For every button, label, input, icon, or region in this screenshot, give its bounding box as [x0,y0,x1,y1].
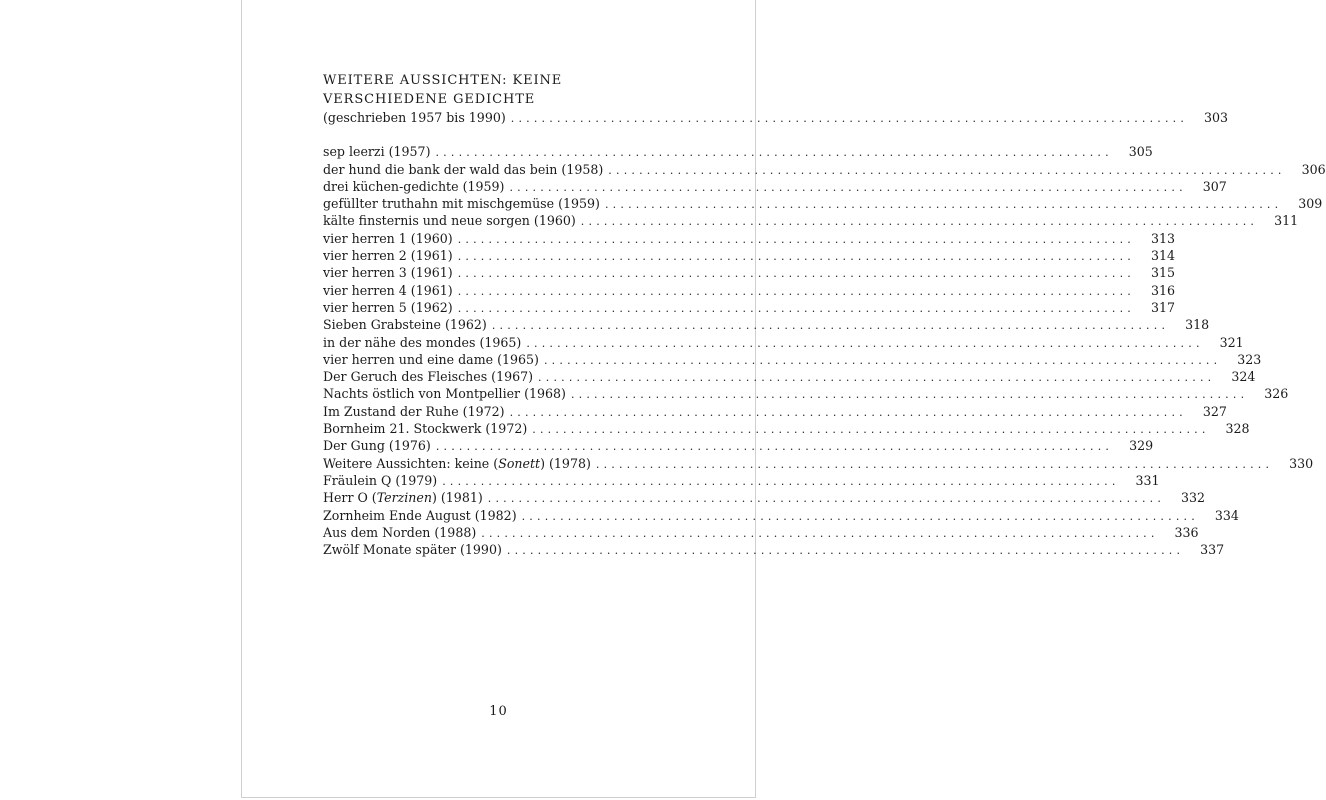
toc-entry-title-italic: Sonett [498,455,541,471]
dot-leader: ........................................................................................ [608,163,1286,177]
toc-entry-title-text: vier herren 4 (1961) [323,282,453,298]
toc-entry-page-number: 317 [1150,299,1175,315]
dot-leader: ........................................................................................ [580,215,1259,229]
toc-entry-page-number: 305 [1128,144,1153,160]
toc-entry [323,161,1326,178]
dot-leader: ........................................................................................ [435,146,1113,160]
toc-entry-title [323,489,488,506]
dot-leader: ........................................................................................ [442,474,1120,488]
toc-entry-title [323,385,571,402]
toc-entry-title-text: vier herren und eine dame (1965) [323,351,539,367]
toc-entry-title [323,143,435,160]
section-page-number: 303 [1204,110,1229,125]
toc-entry-title-text: vier herren 5 (1962) [323,299,453,315]
toc-entry [323,541,1225,558]
toc-entry-title-text: kälte finsternis und neue sorgen (1960) [323,213,576,229]
book-page [241,0,1326,798]
dot-leader: ........................................................................................ [487,492,1166,506]
toc-entry-page-number: 306 [1301,161,1326,177]
toc-entry-page-number: 315 [1150,265,1175,281]
toc-entry-page-number: 330 [1289,455,1314,471]
toc-entry [323,143,1153,160]
toc-entry-page-number: 307 [1202,178,1227,194]
toc-entry [323,178,1227,195]
toc-entry-title [323,437,436,454]
toc-entry [323,472,1160,489]
toc-entry-page-number: 334 [1214,507,1239,523]
toc-entry-page-number: 328 [1225,421,1250,437]
toc-entry-title-text: Der Geruch des Fleisches (1967) [323,369,534,385]
toc-entry-title [323,178,509,195]
toc-entry [323,264,1175,281]
dot-leader: ........................................................................................ [570,388,1249,402]
toc-entry-title-text: vier herren 2 (1961) [323,248,453,264]
dot-leader: ........................................................................................ [457,232,1135,246]
toc-entry [323,247,1175,264]
toc-entry-page-number: 316 [1150,282,1175,298]
dot-leader: ........................................................................................ [538,371,1216,385]
toc-entry-page-number: 318 [1185,317,1210,333]
toc-entry-title [323,455,596,472]
toc-entry-title [323,334,526,351]
toc-entry-title-text: Zwölf Monate später (1990) [323,542,502,558]
toc-entry-title-suffix: ) (1978) [540,455,591,471]
toc-entry-title-italic: Terzinen [376,490,432,506]
toc-entry-title-text: Weitere Aussichten: keine ( [323,455,499,471]
toc-entry [323,299,1175,316]
toc-entry [323,351,1262,368]
toc-entry-list [323,143,1326,558]
toc-entry [323,385,1289,402]
toc-entry-title-text: vier herren 3 (1961) [323,265,453,281]
toc-entry-title-text: in der nähe des mondes (1965) [323,334,522,350]
toc-entry-title [323,524,481,541]
toc-entry [323,455,1314,472]
dot-leader: ........................................................................................ [435,440,1114,454]
toc-entry-page-number: 336 [1174,524,1199,540]
toc-entry-title-text: vier herren 1 (1960) [323,230,453,246]
toc-entry-page-number: 313 [1150,230,1175,246]
dot-leader: ........................................................................................ [595,457,1274,471]
toc-entry-page-number: 337 [1200,542,1225,558]
toc-entry-title-text: Fräulein Q (1979) [323,472,438,488]
toc-entry-title-text: gefüllter truthahn mit mischgemüse (1959) [323,196,600,212]
toc-entry [323,489,1206,506]
dot-leader: ........................................................................................ [526,336,1204,350]
toc-entry-title-text: sep leerzi (1957) [323,144,431,160]
toc-entry-page-number: 321 [1219,334,1244,350]
toc-entry-title [323,212,581,229]
dot-leader: ........................................................................................ [604,198,1283,212]
toc-entry-title-text: Herr O ( [323,490,377,506]
toc-entry-title [323,368,538,385]
dot-leader: ........................................................................................ [457,284,1135,298]
toc-entry-title [323,420,532,437]
toc-entry-title [323,282,458,299]
section-title-line-2: VERSCHIEDENE GEDICHTE [323,92,536,107]
dot-leader: ........................................................................................ [509,180,1187,194]
toc-entry-title [323,541,507,558]
toc-entry-title-text: der hund die bank der wald das bein (1958) [323,161,604,177]
toc-entry-title [323,351,544,368]
toc-entry-page-number: 314 [1150,248,1175,264]
dot-leader: ........................................................................................ [543,353,1222,367]
toc-entry-title-text: Zornheim Ende August (1982) [323,507,517,523]
toc-entry-title [323,161,608,178]
toc-entry-page-number: 311 [1274,213,1299,229]
toc-entry-title-text: Aus dem Norden (1988) [323,524,477,540]
toc-entry [323,437,1154,454]
toc-entry-page-number: 326 [1264,386,1289,402]
toc-entry [323,403,1227,420]
toc-entry-title [323,299,458,316]
toc-entry-title-text: Bornheim 21. Stockwerk (1972) [323,421,528,437]
section-spacer [323,126,685,143]
dot-leader: ........................................................................................ [457,267,1135,281]
toc-entry-title-text: Sieben Grabsteine (1962) [323,317,487,333]
toc-entry-title-text: drei küchen-gedichte (1959) [323,178,505,194]
toc-entry [323,195,1323,212]
dot-leader: ........................................................................................ [491,319,1170,333]
toc-entry-title [323,264,458,281]
toc-entry-title-suffix: ) (1981) [431,490,483,506]
dot-leader: ........................................................................................ [457,301,1135,315]
dot-leader: ........................................................................................ [481,526,1159,540]
toc-entry [323,230,1175,247]
dot-leader: ........................................................................................ [521,509,1199,523]
toc-entry [323,420,1250,437]
dot-leader: ........................................................................................ [509,405,1187,419]
toc-entry-page-number: 323 [1237,351,1262,367]
toc-entry [323,368,1256,385]
toc-entry [323,316,1210,333]
toc-entry-title-text: Der Gung (1976) [323,438,431,454]
toc-entry [323,507,1239,524]
toc-entry-page-number: 327 [1202,403,1227,419]
section-subtitle-row [323,109,1229,126]
toc-entry-title-text: Im Zustand der Ruhe (1972) [323,403,505,419]
toc-entry-page-number: 332 [1181,490,1206,506]
dot-leader: ........................................................................................ [510,112,1189,125]
section-title-line-1: WEITERE AUSSICHTEN: KEINE [323,73,563,88]
section-subtitle: (geschrieben 1957 bis 1990) [323,109,511,126]
dot-leader: ........................................................................................ [532,423,1210,437]
toc-entry-title-text: Nachts östlich von Montpellier (1968) [323,386,566,402]
toc-entry-title [323,247,458,264]
dot-leader: ........................................................................................ [457,250,1135,264]
page-number-folio: 10 [489,704,508,719]
toc-entry-page-number: 329 [1129,438,1154,454]
table-of-contents [323,71,1326,558]
toc-entry [323,524,1199,541]
toc-entry-title [323,403,510,420]
toc-entry [323,334,1244,351]
toc-entry-title [323,472,442,489]
dot-leader: ........................................................................................ [506,544,1185,558]
toc-entry-title [323,316,492,333]
toc-entry-page-number: 309 [1298,196,1323,212]
toc-entry [323,282,1175,299]
toc-entry [323,212,1299,229]
toc-entry-page-number: 324 [1231,369,1256,385]
toc-entry-page-number: 331 [1135,472,1160,488]
toc-entry-title [323,507,522,524]
toc-entry-title [323,230,458,247]
toc-entry-title [323,195,605,212]
